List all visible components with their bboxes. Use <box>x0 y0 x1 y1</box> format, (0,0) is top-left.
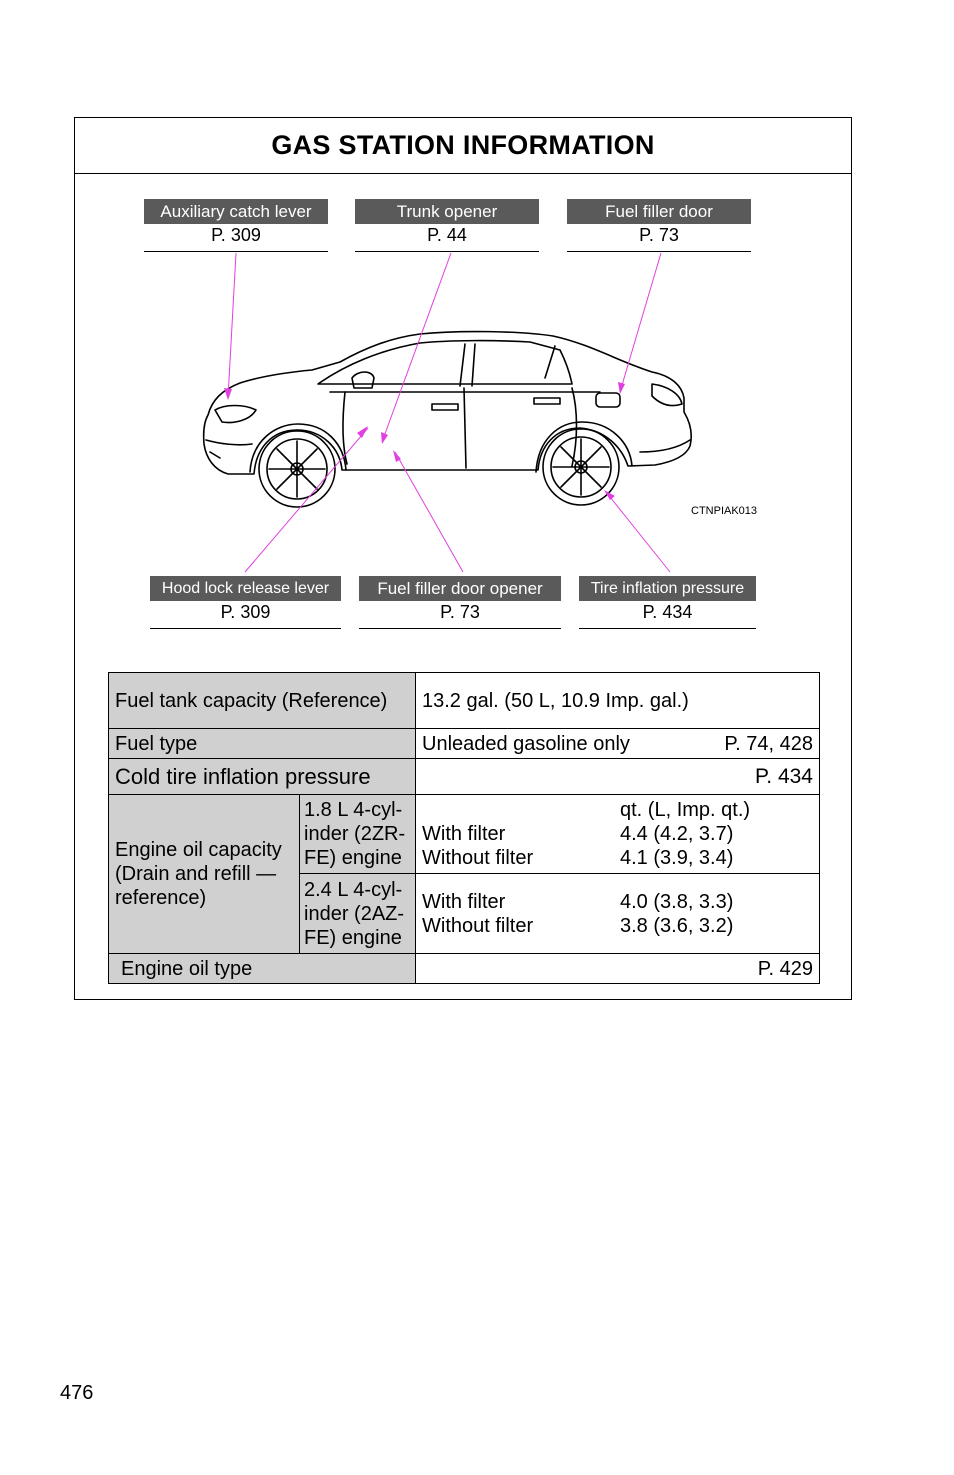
fuel-type-label: Fuel type <box>109 729 416 759</box>
fuel-type-cell <box>416 729 820 759</box>
callout-label: Tire inflation pressure <box>579 576 756 601</box>
callout-page-ref[interactable]: P. 309 <box>150 601 341 629</box>
e1-with-filter-value: 4.4 (4.2, 3.7) <box>620 823 734 845</box>
callout-fuel-filler-door <box>567 199 751 252</box>
callout-label: Hood lock release lever <box>150 576 341 601</box>
engine-oil-type-page-ref[interactable]: P. 429 <box>416 954 820 984</box>
callout-label: Fuel filler door <box>567 199 751 224</box>
callout-fuel-filler-door-opener <box>359 576 561 629</box>
specifications-table <box>108 672 820 984</box>
callout-page-ref[interactable]: P. 309 <box>144 224 328 252</box>
table-row <box>109 729 820 759</box>
engine-1-8l-values <box>416 795 820 874</box>
engine-2-4l-values <box>416 874 820 954</box>
cold-tire-pressure-page-ref[interactable]: P. 434 <box>416 759 820 795</box>
without-filter-label: Without filter <box>422 914 534 937</box>
page-number: 476 <box>60 1382 94 1404</box>
fuel-tank-capacity-value: 13.2 gal. (50 L, 10.9 Imp. gal.) <box>416 673 820 729</box>
oil-units: qt. (L, Imp. qt.) <box>620 799 751 821</box>
table-row <box>109 759 820 795</box>
callout-tire-inflation-pressure <box>579 576 756 629</box>
callout-page-ref[interactable]: P. 73 <box>359 601 561 629</box>
page-title: GAS STATION INFORMATION <box>271 130 655 160</box>
callout-label: Auxiliary catch lever <box>144 199 328 224</box>
callout-page-ref[interactable]: P. 73 <box>567 224 751 252</box>
e2-with-filter-value: 4.0 (3.8, 3.3) <box>620 890 734 913</box>
engine-oil-type-label: Engine oil type <box>109 954 416 984</box>
callout-page-ref[interactable]: P. 44 <box>355 224 539 252</box>
callout-label: Trunk opener <box>355 199 539 224</box>
e1-without-filter-value: 4.1 (3.9, 3.4) <box>620 847 734 869</box>
with-filter-label: With filter <box>422 890 506 913</box>
fuel-type-value: Unleaded gasoline only <box>422 732 630 755</box>
callout-trunk-opener <box>355 199 539 252</box>
title-bar <box>75 118 851 174</box>
table-row <box>109 673 820 729</box>
fuel-type-page-ref[interactable]: P. 74, 428 <box>724 732 813 755</box>
cold-tire-pressure-label: Cold tire inflation pressure <box>109 759 416 795</box>
callout-hood-lock-release-lever <box>150 576 341 629</box>
engine-2-4l-label: 2.4 L 4-cyl- inder (2AZ- FE) engine <box>300 874 416 954</box>
engine-oil-capacity-label: Engine oil capacity (Drain and refill — reference) <box>109 795 300 954</box>
table-row <box>109 954 820 984</box>
callout-page-ref[interactable]: P. 434 <box>579 601 756 629</box>
fuel-tank-capacity-label: Fuel tank capacity (Reference) <box>109 673 416 729</box>
callout-label: Fuel filler door opener <box>359 576 561 601</box>
callout-auxiliary-catch-lever <box>144 199 328 252</box>
image-code: CTNPIAK013 <box>691 505 758 517</box>
e2-without-filter-value: 3.8 (3.6, 3.2) <box>620 914 734 937</box>
without-filter-label: Without filter <box>422 847 534 869</box>
with-filter-label: With filter <box>422 823 506 845</box>
table-row <box>109 795 820 874</box>
engine-1-8l-label: 1.8 L 4-cyl- inder (2ZR- FE) engine <box>300 795 416 874</box>
